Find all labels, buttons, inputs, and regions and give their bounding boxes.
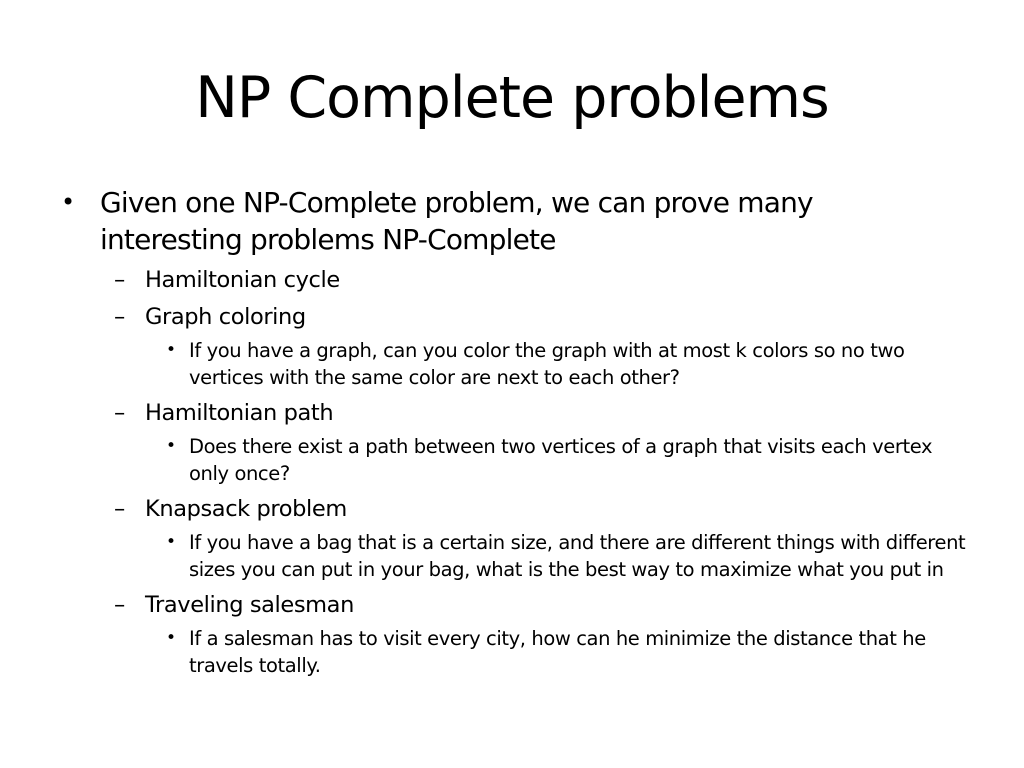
problem-name: Hamiltonian path: [145, 400, 334, 426]
problem-detail-text: If you have a bag that is a certain size, and there are different things with different sizes you can put in your bag, what is the best way to maximize what you put in: [189, 531, 966, 581]
problem-detail-graph-coloring: [166, 337, 969, 391]
problem-name: Traveling salesman: [145, 592, 354, 618]
problem-knapsack: [114, 494, 1024, 524]
bullet-marker: •: [166, 436, 176, 456]
problem-detail-text: If a salesman has to visit every city, how can he minimize the distance that he travels totally.: [189, 627, 926, 677]
problem-detail-hamiltonian-path: [166, 433, 969, 487]
problem-name: Knapsack problem: [145, 496, 347, 522]
problem-detail-text: If you have a graph, can you color the graph with at most k colors so no two vertices with the same color are next to each other?: [189, 339, 905, 389]
main-bullet-text: Given one NP-Complete problem, we can prove many interesting problems NP-Complete: [100, 186, 813, 256]
dash-marker: –: [114, 592, 125, 618]
problem-name: Hamiltonian cycle: [145, 267, 340, 293]
bullet-marker: •: [61, 188, 75, 216]
problem-detail-text: Does there exist a path between two vertices of a graph that visits each vertex only once?: [189, 435, 933, 485]
main-bullet: [61, 184, 945, 258]
dash-marker: –: [114, 400, 125, 426]
problem-hamiltonian-path: [114, 398, 1024, 428]
problem-hamiltonian-cycle: [114, 265, 1024, 295]
slide-title: NP Complete problems: [195, 65, 829, 131]
problem-detail-knapsack: [166, 529, 969, 583]
bullet-marker: •: [166, 532, 176, 552]
problem-graph-coloring: [114, 302, 1024, 332]
problem-name: Graph coloring: [145, 304, 306, 330]
bullet-marker: •: [166, 628, 176, 648]
problem-traveling-salesman: [114, 590, 1024, 620]
slide-body: [0, 184, 1024, 679]
dash-marker: –: [114, 267, 125, 293]
dash-marker: –: [114, 496, 125, 522]
dash-marker: –: [114, 304, 125, 330]
bullet-marker: •: [166, 340, 176, 360]
problem-detail-traveling-salesman: [166, 625, 969, 679]
